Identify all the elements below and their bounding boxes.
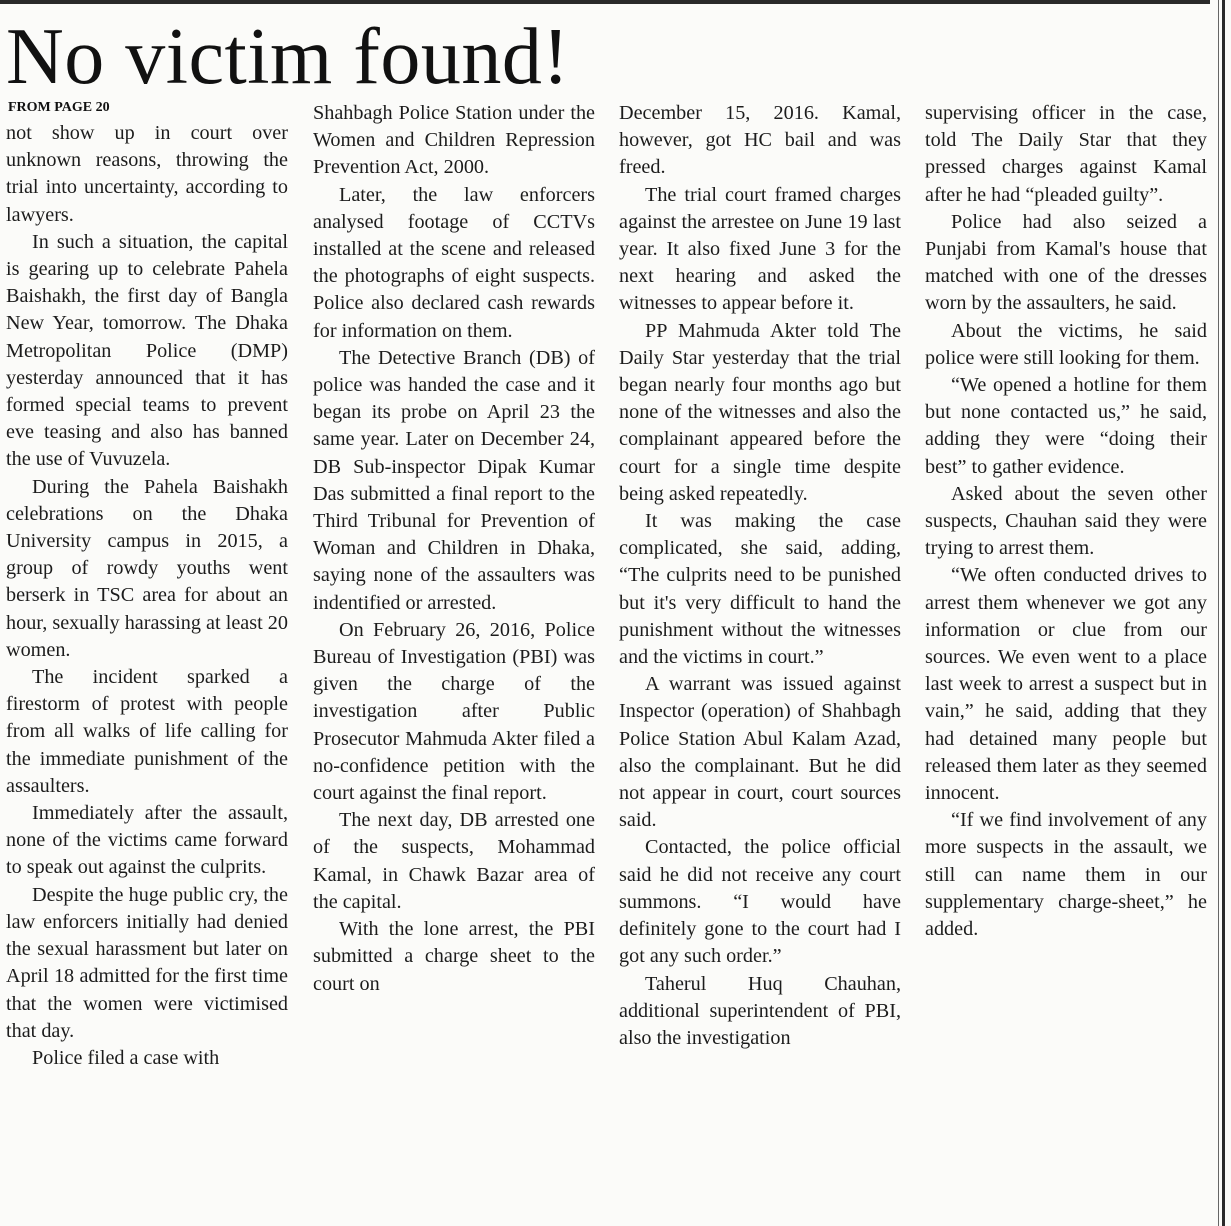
article-column-4	[925, 100, 1207, 943]
paragraph: Taherul Huq Chauhan, additional superintendent of PBI, also the investigation	[619, 972, 901, 1049]
paragraph: During the Pahela Baishakh celebrations on the Dhaka University campus in 2015, a group of rowdy youths went berserk in TSC area for about an hour, sexually harassing at least 20 women.	[6, 475, 288, 661]
paragraph: supervising officer in the case, told The Daily Star that they pressed charges against Kamal after he had “pleaded guilty”.	[925, 102, 1207, 206]
paragraph: The next day, DB arrested one of the suspects, Mohammad Kamal, in Chawk Bazar area of the capital.	[313, 809, 595, 913]
paragraph: Contacted, the police official said he did not receive any court summons. “I would have definitely gone to the court had I got any such order.”	[619, 836, 901, 968]
paragraph: Later, the law enforcers analysed footage of CCTVs installed at the scene and released the photographs of eight suspects. Police also declared cash rewards for information on them.	[313, 183, 595, 342]
continuation-kicker: FROM PAGE 20	[8, 100, 110, 115]
headline: No victim found!	[6, 13, 570, 101]
paragraph: A warrant was issued against Inspector (operation) of Shahbagh Police Station Abul Kalam Azad, also the complainant. But he did not appear in court, court sources said.	[619, 673, 901, 832]
paragraph: On February 26, 2016, Police Bureau of Investigation (PBI) was given the charge of the investigation after Public Prosecutor Mahmuda Akter filed a no-confidence petition with the court against the final report.	[313, 618, 595, 805]
paragraph: “If we find involvement of any more suspects in the assault, we still can name them in our supplementary charge-sheet,” he added.	[925, 809, 1207, 941]
paragraph: With the lone arrest, the PBI submitted a charge sheet to the court on	[313, 918, 595, 995]
paragraph: Shahbagh Police Station under the Women and Children Repression Prevention Act, 2000.	[313, 102, 595, 179]
paragraph: Police had also seized a Punjabi from Kamal's house that matched with one of the dresses worn by the assaulters, he said.	[925, 210, 1207, 315]
article-column-2	[313, 100, 595, 998]
paragraph: The incident sparked a firestorm of protest with people from all walks of life calling for the immediate punishment of the assaulters.	[6, 666, 288, 797]
paragraph: PP Mahmuda Akter told The Daily Star yesterday that the trial began nearly four months ago but none of the witnesses and also the complainant appeared before the court for a single time despite being asked repeatedly.	[619, 319, 901, 505]
paragraph: not show up in court over unknown reasons, throwing the trial into uncertainty, according to lawyers.	[6, 122, 288, 226]
paragraph: About the victims, he said police were still looking for them.	[925, 319, 1207, 369]
paragraph: The Detective Branch (DB) of police was handed the case and it began its probe on April 23 the same year. Later on December 24, DB Sub-inspector Dipak Kumar Das submitted a final report to the Third Tribunal for Prevention of Woman and Children in Dhaka, saying none of the assaulters was indentified or arrested.	[313, 346, 595, 614]
article-column-1	[6, 120, 288, 1072]
paragraph: It was making the case complicated, she said, adding, “The culprits need to be punished but it's very difficult to hand the punishment without the witnesses and the victims in court.”	[619, 510, 901, 669]
paragraph: Despite the huge public cry, the law enforcers initially had denied the sexual harassment but later on April 18 admitted for the first time that the women were victimised that day.	[6, 883, 288, 1042]
paragraph: “We often conducted drives to arrest them whenever we got any information or clue from our sources. We even went to a place last week to arrest a suspect but in vain,” he said, adding that they had detained many people but released them later as they seemed innocent.	[925, 564, 1207, 805]
article-column-3	[619, 100, 901, 1052]
paragraph: Immediately after the assault, none of the victims came forward to speak out against the culprits.	[6, 802, 288, 879]
paragraph: “We opened a hotline for them but none contacted us,” he said, adding they were “doing their best” to gather evidence.	[925, 374, 1207, 478]
top-rule	[0, 0, 1210, 4]
paragraph: Police filed a case with	[32, 1046, 220, 1069]
paragraph: In such a situation, the capital is gearing up to celebrate Pahela Baishakh, the first day of Bangla New Year, tomorrow. The Dhaka Metropolitan Police (DMP) yesterday announced that it has formed special teams to prevent eve teasing and also has banned the use of Vuvuzela.	[6, 230, 288, 471]
paragraph: The trial court framed charges against the arrestee on June 19 last year. It also fixed June 3 for the next hearing and asked the witnesses to appear before it.	[619, 183, 901, 315]
paragraph: December 15, 2016. Kamal, however, got HC bail and was freed.	[619, 102, 901, 179]
paragraph: Asked about the seven other suspects, Chauhan said they were trying to arrest them.	[925, 482, 1207, 560]
right-border-inner-rule	[1218, 0, 1219, 1226]
right-border-rule	[1222, 0, 1225, 1226]
